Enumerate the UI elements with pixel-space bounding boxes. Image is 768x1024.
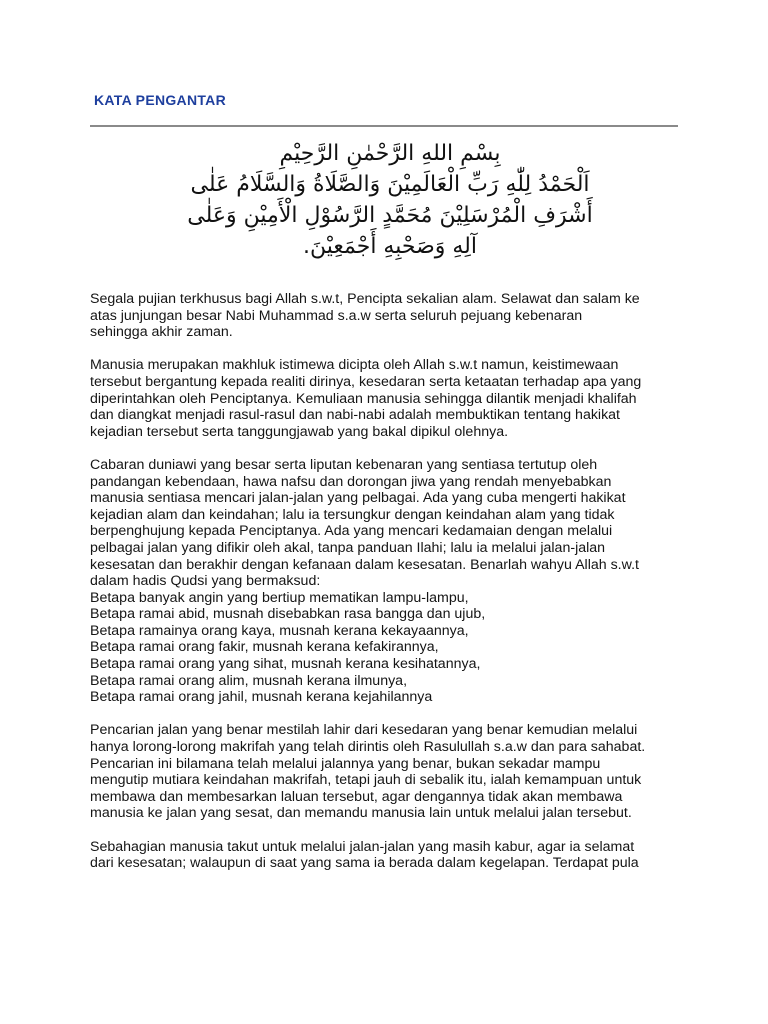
text-line: membawa dan membesarkan laluan tersebut, agar dengannya tidak akan membawa: [90, 788, 623, 805]
text-line: Betapa ramai orang yang sihat, musnah kerana kesihatannya,: [90, 656, 481, 673]
paragraph: [90, 291, 690, 341]
text-line: Cabaran duniawi yang besar serta liputan kebenaran yang sentiasa tertutup oleh: [90, 456, 598, 473]
arabic-line: أَشْرَفِ الْمُرْسَلِيْنَ مُحَمَّدٍ الرَّسُوْلِ الْأَمِيْنِ وَعَلٰى: [187, 203, 593, 228]
text-line: kejadian alam dan keindahan; lalu ia tersungkur dengan keindahan alam yang tidak: [90, 506, 615, 523]
arabic-line: بِسْمِ اللهِ الرَّحْمٰنِ الرَّحِيْمِ: [279, 141, 501, 166]
text-line: hanya lorong-lorong makrifah yang telah dirintis oleh Rasulullah s.a.w dan para sahabat.: [90, 739, 646, 756]
text-line: pandangan kebendaan, hawa nafsu dan dorongan jiwa yang rendah menyebabkan: [90, 473, 612, 490]
text-line: dan diangkat menjadi rasul-rasul dan nabi-nabi adalah membuktikan tentang hakikat: [90, 407, 621, 424]
text-line: Sebahagian manusia takut untuk melalui jalan-jalan yang masih kabur, agar ia selamat: [90, 838, 635, 855]
text-line: tersebut bergantung kepada realiti dirinya, kesedaran serta ketaatan terhadap apa yang: [90, 373, 642, 390]
text-line: diperintahkan oleh Penciptanya. Kemuliaan manusia sehingga dilantik menjadi khalifah: [90, 390, 637, 407]
text-line: manusia sentiasa mencari jalan-jalan yang pelbagai. Ada yang cuba mengerti hakikat: [90, 490, 626, 507]
text-line: Pencarian jalan yang benar mestilah lahir dari kesedaran yang benar kemudian melalui: [90, 722, 638, 739]
text-line: atas junjungan besar Nabi Muhammad s.a.w serta seluruh pejuang kebenaran: [90, 307, 583, 324]
text-line: Segala pujian terkhusus bagi Allah s.w.t, Pencipta sekalian alam. Selawat dan salam ke: [90, 291, 640, 307]
text-line: Pencarian ini bilamana telah melalui jalannya yang benar, bukan sekadar mampu: [90, 755, 601, 772]
text-line: kejadian tersebut serta tanggungjawab yang bakal dipikul olehnya.: [90, 423, 509, 440]
arabic-line: اَلْحَمْدُ لِلّٰهِ رَبِّ الْعَالَمِيْنَ وَالصَّلَاةُ وَالسَّلَامُ عَلٰى: [190, 172, 590, 197]
text-line: pelbagai jalan yang difikir oleh akal, tanpa panduan Ilahi; lalu ia melalui jalan-jalan: [90, 539, 606, 556]
paragraph: [90, 839, 690, 872]
paragraph: [90, 722, 690, 822]
arabic-opening: [180, 138, 600, 262]
text-line: Betapa ramai orang jahil, musnah kerana kejahilannya: [90, 689, 433, 706]
text-line: sehingga akhir zaman.: [90, 324, 233, 341]
heading-divider: [90, 125, 678, 127]
text-line: Betapa ramainya orang kaya, musnah kerana kekayaannya,: [90, 622, 469, 639]
text-line: manusia ke jalan yang sesat, dan memandu manusia lain untuk melalui jalan tersebut.: [90, 805, 632, 822]
paragraph: [90, 357, 690, 440]
page-heading: KATA PENGANTAR: [94, 92, 227, 108]
text-line: mengutip mutiara keindahan makrifah, tetapi jauh di sebalik itu, ialah kemampuan untuk: [90, 772, 642, 789]
text-line: Betapa ramai orang alim, musnah kerana ilmunya,: [90, 672, 408, 689]
text-line: kesesatan dan berakhir dengan kefanaan dalam kesesatan. Benarlah wahyu Allah s.w.t: [90, 556, 639, 573]
paragraph: [90, 457, 690, 706]
arabic-line: آلِهِ وَصَحْبِهِ أَجْمَعِيْنَ.: [303, 234, 477, 259]
text-line: berpenghujung kepada Penciptanya. Ada yang mencari kedamaian dengan melalui: [90, 523, 613, 540]
text-line: dari kesesatan; walaupun di saat yang sama ia berada dalam kegelapan. Terdapat pula: [90, 855, 639, 872]
text-line: Manusia merupakan makhluk istimewa dicipta oleh Allah s.w.t namun, keistimewaan: [90, 357, 619, 374]
text-line: Betapa banyak angin yang bertiup mematikan lampu-lampu,: [90, 589, 469, 606]
body-text: [90, 291, 690, 888]
text-line: Betapa ramai orang fakir, musnah kerana kefakirannya,: [90, 639, 439, 656]
text-line: dalam hadis Qudsi yang bermaksud:: [90, 573, 321, 590]
text-line: Betapa ramai abid, musnah disebabkan rasa bangga dan ujub,: [90, 606, 486, 623]
